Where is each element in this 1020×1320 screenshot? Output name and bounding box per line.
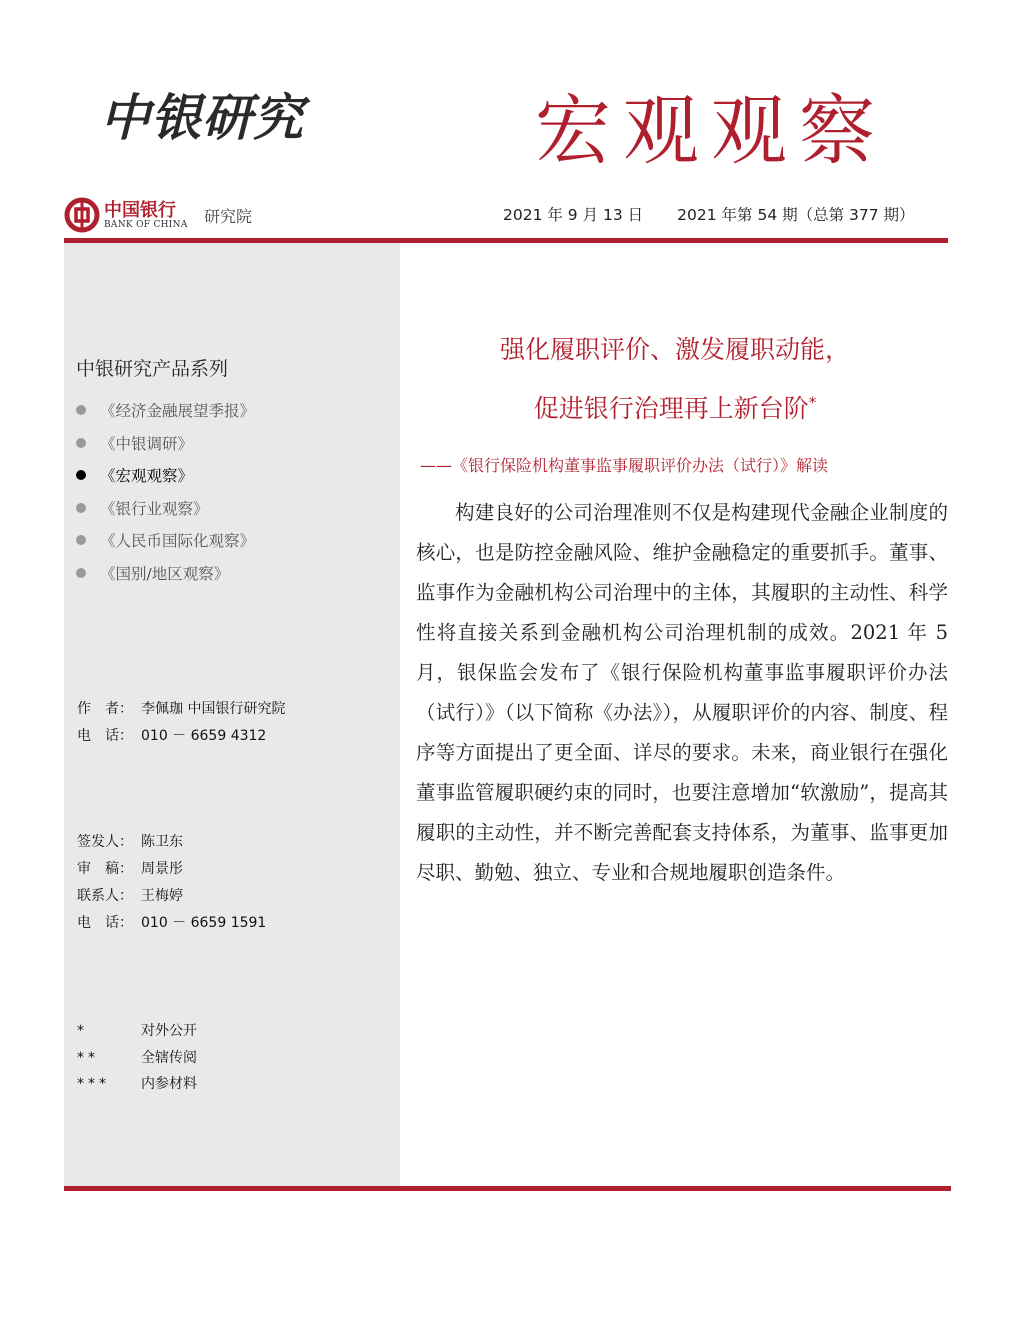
classification-legend <box>77 1020 197 1100</box>
article-title-line2 <box>404 389 946 425</box>
institute-label: 研究院 <box>204 207 253 226</box>
editorial-info <box>77 831 266 939</box>
series-item <box>76 427 255 460</box>
article-title-text: 促进银行治理再上新台阶 <box>533 394 809 423</box>
series-item-label: 《宏观观察》 <box>100 467 194 486</box>
series-item-label: 《银行业观察》 <box>100 499 209 518</box>
bullet-icon <box>76 405 86 415</box>
classification-label: 全辖传阅 <box>141 1049 197 1066</box>
publication-title: 宏观观察 <box>535 86 887 175</box>
series-item-label: 《经济金融展望季报》 <box>100 402 256 421</box>
reviewer-value: 周景彤 <box>141 861 183 877</box>
footnote-mark: * <box>808 393 817 412</box>
classification-label: 对外公开 <box>141 1023 197 1039</box>
classification-stars: *** <box>77 1076 110 1092</box>
reviewer-label: 审 稿： <box>77 861 133 877</box>
classification-stars: * <box>77 1023 88 1039</box>
signer-label: 签发人： <box>77 834 133 850</box>
author-label: 作 者： <box>77 701 133 717</box>
bank-of-china-logo-icon <box>64 197 100 233</box>
publish-date: 2021 年 9 月 13 日 <box>503 206 644 224</box>
contact-label: 联系人： <box>77 888 133 904</box>
series-item-label: 《中银调研》 <box>100 434 194 453</box>
author-phone-value: 010 － 6659 4312 <box>141 728 267 744</box>
article-title-line1: 强化履职评价、激发履职动能， <box>499 335 850 364</box>
bullet-icon <box>76 568 86 578</box>
series-item <box>76 557 255 590</box>
brand-logo: 中银研究 <box>100 88 304 147</box>
series-item-label: 《国别/地区观察》 <box>100 564 230 583</box>
signer-value: 陈卫东 <box>141 834 183 850</box>
bullet-icon <box>76 438 86 448</box>
bullet-icon <box>76 470 86 480</box>
contact-phone-value: 010 － 6659 1591 <box>141 915 267 931</box>
article-subtitle: ——《银行保险机构董事监事履职评价办法（试行）》解读 <box>420 456 829 475</box>
series-item <box>76 524 255 557</box>
series-item <box>76 394 255 427</box>
footer-divider <box>64 1186 951 1191</box>
bullet-icon <box>76 503 86 513</box>
series-item <box>76 492 255 525</box>
series-item-label: 《人民币国际化观察》 <box>100 532 256 551</box>
contact-value: 王梅婷 <box>141 888 183 904</box>
bank-name-en: BANK OF CHINA <box>104 220 188 230</box>
bank-name-cn: 中国银行 <box>104 200 176 221</box>
author-value: 李佩珈 中国银行研究院 <box>141 701 286 717</box>
bullet-icon <box>76 535 86 545</box>
contact-phone-label: 电 话： <box>77 915 133 931</box>
series-title: 中银研究产品系列 <box>76 358 229 380</box>
author-phone-label: 电 话： <box>77 728 133 744</box>
article-body: 构建良好的公司治理准则不仅是构建现代金融企业制度的核心，也是防控金融风险、维护金融稳定的重要抓手。董事、监事作为金融机构公司治理中的主体，其履职的主动性、科学性将直接关系到金融机构公司治理机制的成效。2021 年 5 月，银保监会发布了《银行保险机构董事监事履职评价办法（试行）》（以下简称《办法》），从履职评价的内容、制度、程序等方面提出了更全面、详尽的要求。未来，商业银行在强化董事监管履职硬约束的同时，也要注意增加“软激励”，提高其履职的主动性，并不断完善配套支持体系，为董事、监事更加尽职、勤勉、独立、专业和合规地履职创造条件。 <box>416 501 948 884</box>
issue-number: 2021 年第 54 期（总第 377 期） <box>677 206 915 224</box>
author-info <box>77 698 285 752</box>
date-issue-line <box>503 203 949 225</box>
series-list <box>76 394 255 589</box>
classification-stars: ** <box>77 1049 99 1066</box>
series-item-active <box>76 459 255 492</box>
classification-label: 内参材料 <box>141 1076 197 1092</box>
